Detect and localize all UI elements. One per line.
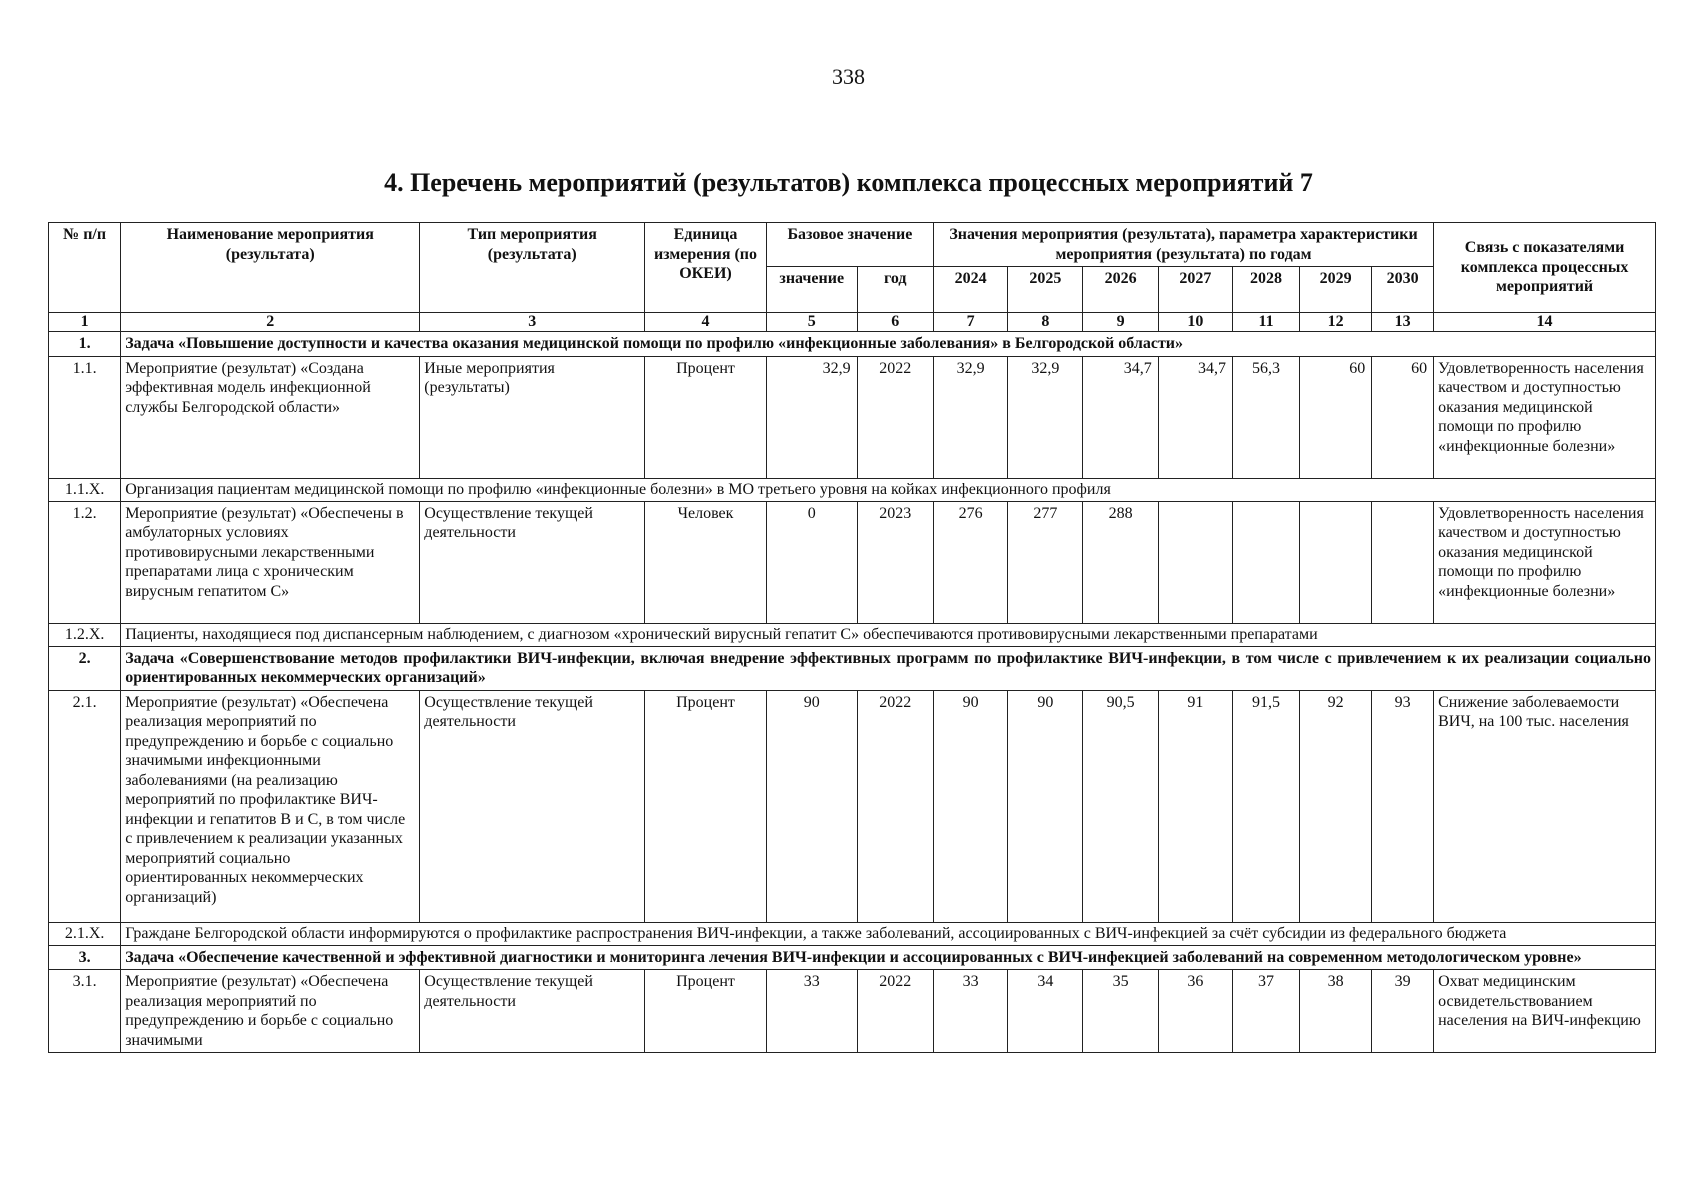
- year-value: 91: [1158, 690, 1232, 922]
- year-value: 37: [1233, 970, 1300, 1053]
- year-value: 60: [1372, 356, 1434, 478]
- column-number: 7: [933, 313, 1007, 332]
- year-value: 33: [933, 970, 1007, 1053]
- task-row: [49, 945, 1656, 970]
- year-value: 90: [1008, 690, 1083, 922]
- header-year: 2028: [1233, 267, 1300, 313]
- base-value: 90: [766, 690, 857, 922]
- column-number: 2: [121, 313, 420, 332]
- column-number: 9: [1083, 313, 1158, 332]
- column-number: 1: [49, 313, 121, 332]
- activity-type: Иные мероприятия (результаты): [420, 356, 645, 478]
- column-number: 13: [1372, 313, 1434, 332]
- unit: Человек: [645, 501, 767, 623]
- header-type: Тип мероприятия (результата): [420, 223, 645, 313]
- base-year: 2022: [857, 970, 933, 1053]
- row-number: 3.1.: [49, 970, 121, 1053]
- year-value: 276: [933, 501, 1007, 623]
- subtask-row: [49, 623, 1656, 646]
- column-number: 11: [1233, 313, 1300, 332]
- subtask-row: [49, 922, 1656, 945]
- column-number: 4: [645, 313, 767, 332]
- header-year: 2026: [1083, 267, 1158, 313]
- header-year: 2025: [1008, 267, 1083, 313]
- subtask-text: Граждане Белгородской области информируются о профилактике распространения ВИЧ-инфекции, а также заболеваний, ассоциированных с ВИЧ-инфекцией за счёт субсидии из федерального бюджета: [121, 922, 1656, 945]
- year-value: 34: [1008, 970, 1083, 1053]
- activity-type: Осуществление текущей деятельности: [420, 501, 645, 623]
- year-value: [1372, 501, 1434, 623]
- year-value: 90: [933, 690, 1007, 922]
- year-value: [1300, 501, 1372, 623]
- base-year: 2022: [857, 356, 933, 478]
- header-num: № п/п: [49, 223, 121, 313]
- subtask-text: Организация пациентам медицинской помощи по профилю «инфекционные болезни» в МО третьего уровня на койках инфекционного профиля: [121, 478, 1656, 501]
- header-unit: Единица измерения (по ОКЕИ): [645, 223, 767, 313]
- row-number: 1.1.Х.: [49, 478, 121, 501]
- unit: Процент: [645, 356, 767, 478]
- year-value: [1158, 501, 1232, 623]
- activity-name: Мероприятие (результат) «Обеспечена реализация мероприятий по предупреждению и борьбе с социально значимыми инфекционными заболеваниями (на реализацию мероприятий по профилактике ВИЧ-инфекции и гепатитов В и С, в том числе с привлечением к реализации указанных мероприятий социально ориентированных некоммерческих организаций): [121, 690, 420, 922]
- activity-name: Мероприятие (результат) «Обеспечены в амбулаторных условиях противовирусными лекарственными препаратами лица с хроническим вирусным гепатитом С»: [121, 501, 420, 623]
- year-value: 39: [1372, 970, 1434, 1053]
- indicator-link: Снижение заболеваемости ВИЧ, на 100 тыс. населения: [1434, 690, 1656, 922]
- task-text: Задача «Повышение доступности и качества оказания медицинской помощи по профилю «инфекционные заболевания» в Белгородской области»: [121, 332, 1656, 357]
- header-base-year: год: [857, 267, 933, 313]
- task-text: Задача «Совершенствование методов профилактики ВИЧ-инфекции, включая внедрение эффективных программ по профилактике ВИЧ-инфекции, в том числе с привлечением к их реализации социально ориентированных некоммерческих организаций»: [121, 646, 1656, 690]
- year-value: 93: [1372, 690, 1434, 922]
- year-value: 38: [1300, 970, 1372, 1053]
- year-value: 90,5: [1083, 690, 1158, 922]
- year-value: 56,3: [1233, 356, 1300, 478]
- task-number: 2.: [49, 646, 121, 690]
- header-name: Наименование мероприятия (результата): [121, 223, 420, 313]
- column-number: 5: [766, 313, 857, 332]
- row-number: 2.1.: [49, 690, 121, 922]
- year-value: 32,9: [1008, 356, 1083, 478]
- year-value: 32,9: [933, 356, 1007, 478]
- year-value: 35: [1083, 970, 1158, 1053]
- column-number: 6: [857, 313, 933, 332]
- year-value: 34,7: [1158, 356, 1232, 478]
- task-row: [49, 646, 1656, 690]
- activity-type: Осуществление текущей деятельности: [420, 690, 645, 922]
- base-value: 32,9: [766, 356, 857, 478]
- table-row: [49, 690, 1656, 922]
- row-number: 1.2.: [49, 501, 121, 623]
- table-row: [49, 501, 1656, 623]
- row-number: 2.1.Х.: [49, 922, 121, 945]
- subtask-text: Пациенты, находящиеся под диспансерным наблюдением, с диагнозом «хронический вирусный гепатит С» обеспечиваются противовирусными лекарственными препаратами: [121, 623, 1656, 646]
- year-value: 34,7: [1083, 356, 1158, 478]
- base-value: 0: [766, 501, 857, 623]
- column-number: 12: [1300, 313, 1372, 332]
- year-value: 277: [1008, 501, 1083, 623]
- subtask-row: [49, 478, 1656, 501]
- activity-type: Осуществление текущей деятельности: [420, 970, 645, 1053]
- year-value: 36: [1158, 970, 1232, 1053]
- base-year: 2022: [857, 690, 933, 922]
- column-number-row: [49, 313, 1656, 332]
- column-number: 14: [1434, 313, 1656, 332]
- year-value: 288: [1083, 501, 1158, 623]
- activity-name: Мероприятие (результат) «Создана эффективная модель инфекционной службы Белгородской области»: [121, 356, 420, 478]
- indicator-link: Охват медицинским освидетельствованием населения на ВИЧ-инфекцию: [1434, 970, 1656, 1053]
- table-row: [49, 356, 1656, 478]
- row-number: 1.2.Х.: [49, 623, 121, 646]
- column-number: 8: [1008, 313, 1083, 332]
- year-value: 92: [1300, 690, 1372, 922]
- year-value: [1233, 501, 1300, 623]
- header-year: 2027: [1158, 267, 1232, 313]
- header-year: 2024: [933, 267, 1007, 313]
- task-text: Задача «Обеспечение качественной и эффективной диагностики и мониторинга лечения ВИЧ-инфекции и ассоциированных с ВИЧ-инфекцией заболеваний на современном методологическом уровне»: [121, 945, 1656, 970]
- unit: Процент: [645, 690, 767, 922]
- activity-name: Мероприятие (результат) «Обеспечена реализация мероприятий по предупреждению и борьбе с социально значимыми: [121, 970, 420, 1053]
- column-number: 3: [420, 313, 645, 332]
- task-row: [49, 332, 1656, 357]
- task-number: 1.: [49, 332, 121, 357]
- table-row: [49, 970, 1656, 1053]
- row-number: 1.1.: [49, 356, 121, 478]
- header-year: 2029: [1300, 267, 1372, 313]
- base-year: 2023: [857, 501, 933, 623]
- indicator-link: Удовлетворенность населения качеством и доступностью оказания медицинской помощи по профилю «инфекционные болезни»: [1434, 501, 1656, 623]
- page-number: 338: [832, 64, 865, 89]
- year-value: 91,5: [1233, 690, 1300, 922]
- header-year: 2030: [1372, 267, 1434, 313]
- activities-table: [48, 222, 1656, 1053]
- unit: Процент: [645, 970, 767, 1053]
- indicator-link: Удовлетворенность населения качеством и доступностью оказания медицинской помощи по профилю «инфекционные болезни»: [1434, 356, 1656, 478]
- column-number: 10: [1158, 313, 1232, 332]
- task-number: 3.: [49, 945, 121, 970]
- header-base: Базовое значение: [766, 223, 933, 267]
- header-base-value: значение: [766, 267, 857, 313]
- page-title: 4. Перечень мероприятий (результатов) комплекса процессных мероприятий 7: [384, 168, 1313, 197]
- header-link: Связь с показателями комплекса процессных мероприятий: [1434, 223, 1656, 313]
- header-values-group: Значения мероприятия (результата), параметра характеристики мероприятия (результата) по годам: [933, 223, 1433, 267]
- year-value: 60: [1300, 356, 1372, 478]
- base-value: 33: [766, 970, 857, 1053]
